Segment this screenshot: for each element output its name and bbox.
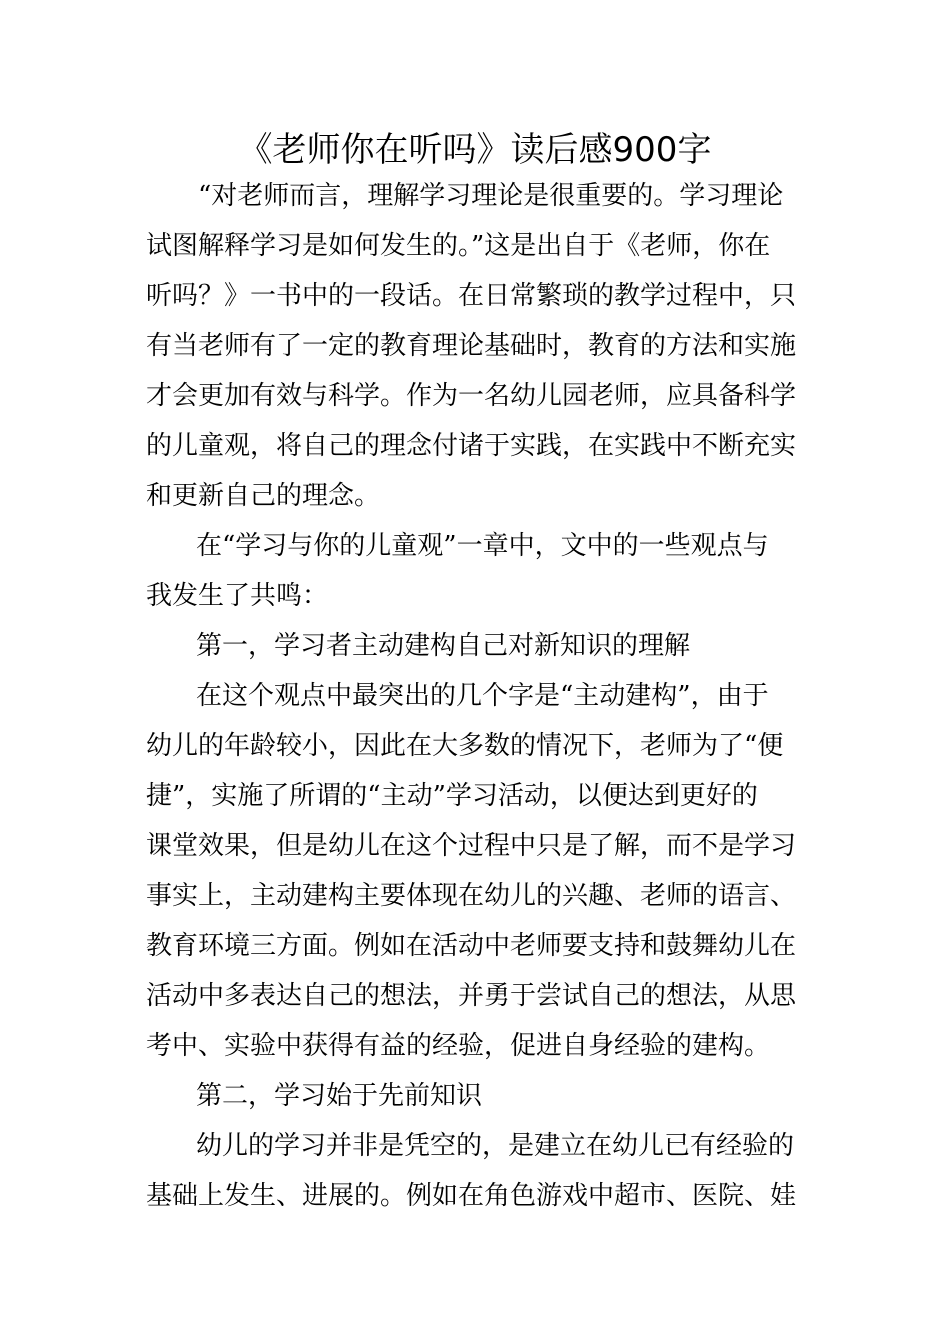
paragraph-line: 捷”，实施了所谓的“主动”学习活动，以便达到更好的 (146, 781, 758, 811)
section-heading: 第一，学习者主动建构自己对新知识的理解 (196, 631, 691, 661)
paragraph-line: 考中、实验中获得有益的经验，促进自身经验的建构。 (146, 1031, 771, 1061)
paragraph-line: 教育环境三方面。例如在活动中老师要支持和鼓舞幼儿在 (146, 931, 797, 961)
paragraph-line: “对老师而言，理解学习理论是很重要的。学习理论 (198, 181, 784, 211)
body-text (146, 171, 808, 1221)
paragraph-line: 幼儿的年龄较小，因此在大多数的情况下，老师为了“便 (146, 731, 784, 761)
paragraph-line: 课堂效果，但是幼儿在这个过程中只是了解，而不是学习 (146, 831, 797, 861)
paragraph-line: 有当老师有了一定的教育理论基础时，教育的方法和实施 (146, 331, 797, 361)
paragraph-line: 事实上，主动建构主要体现在幼儿的兴趣、老师的语言、 (146, 881, 797, 911)
paragraph-line: 才会更加有效与科学。作为一名幼儿园老师，应具备科学 (146, 381, 797, 411)
paragraph-line: 听吗？》一书中的一段话。在日常繁琐的教学过程中，只 (146, 281, 797, 311)
section-heading: 第二，学习始于先前知识 (196, 1081, 483, 1111)
paragraph-line: 和更新自己的理念。 (146, 481, 381, 511)
page-title: 《老师你在听吗》读后感900字 (238, 130, 712, 170)
paragraph-line: 试图解释学习是如何发生的。”这是出自于《老师，你在 (146, 231, 771, 261)
paragraph-line: 活动中多表达自己的想法，并勇于尝试自己的想法，从思 (146, 981, 797, 1011)
paragraph-line: 在“学习与你的儿童观”一章中，文中的一些观点与 (196, 531, 769, 561)
paragraph-line: 我发生了共鸣： (146, 581, 329, 611)
paragraph-line: 在这个观点中最突出的几个字是“主动建构”，由于 (196, 681, 769, 711)
paragraph-line: 的儿童观，将自己的理念付诸于实践，在实践中不断充实 (146, 431, 797, 461)
paragraph-line: 基础上发生、进展的。例如在角色游戏中超市、医院、娃 (146, 1181, 797, 1211)
paragraph-line: 幼儿的学习并非是凭空的，是建立在幼儿已有经验的 (196, 1131, 795, 1161)
